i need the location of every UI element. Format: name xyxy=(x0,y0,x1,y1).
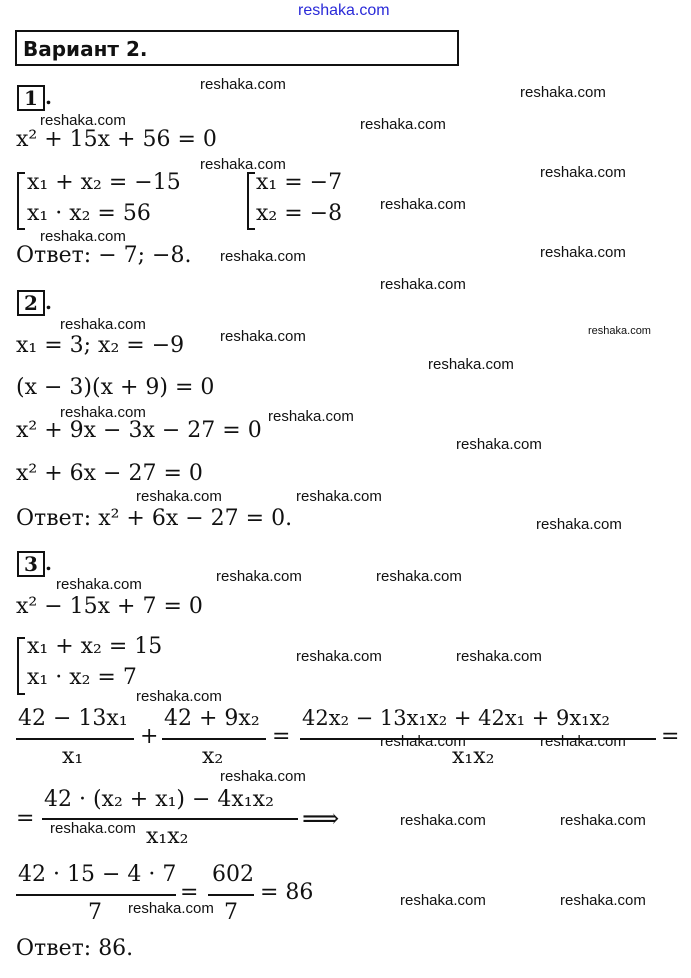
watermark: reshaka.com xyxy=(588,325,651,337)
watermark: reshaka.com xyxy=(560,892,646,909)
result-value: = 86 xyxy=(260,880,314,905)
watermark: reshaka.com xyxy=(200,76,286,93)
task-3-equation: x² − 15x + 7 = 0 xyxy=(16,594,203,619)
watermark: reshaka.com xyxy=(216,568,302,585)
variant-title-box xyxy=(15,30,459,66)
plus-sign: + xyxy=(140,724,159,749)
equals-sign-4: = xyxy=(180,880,199,905)
fraction-2-numerator: 42 + 9x₂ xyxy=(164,706,260,731)
watermark: reshaka.com xyxy=(220,328,306,345)
watermark: reshaka.com xyxy=(268,408,354,425)
task-1-dot: . xyxy=(45,85,52,109)
fraction-4-numerator: 42 · (x₂ + x₁) − 4x₁x₂ xyxy=(44,787,274,812)
task-1-system-right-line-2: x₂ = −8 xyxy=(256,201,343,226)
watermark: reshaka.com xyxy=(540,244,626,261)
watermark: reshaka.com xyxy=(40,228,126,245)
watermark: reshaka.com xyxy=(128,900,214,917)
task-2-number: 2 xyxy=(17,290,45,316)
task-3-answer: Ответ: 86. xyxy=(16,936,134,961)
fraction-4-denominator: x₁x₂ xyxy=(146,824,189,849)
watermark: reshaka.com xyxy=(456,648,542,665)
fraction-2-denominator: x₂ xyxy=(202,744,224,769)
watermark: reshaka.com xyxy=(200,156,286,173)
task-1-system-bracket-right xyxy=(247,172,255,230)
task-1-equation: x² + 15x + 56 = 0 xyxy=(16,127,217,152)
watermark: reshaka.com xyxy=(520,84,606,101)
task-3-system-bracket xyxy=(17,637,25,695)
fraction-1-denominator: x₁ xyxy=(62,744,84,769)
watermark: reshaka.com xyxy=(56,576,142,593)
watermark: reshaka.com xyxy=(136,688,222,705)
task-1-system-left-line-2: x₁ · x₂ = 56 xyxy=(27,201,151,226)
watermark: reshaka.com xyxy=(220,248,306,265)
watermark: reshaka.com xyxy=(380,276,466,293)
variant-title: Вариант 2. xyxy=(23,37,148,61)
implies-arrow: ⟹ xyxy=(302,804,340,834)
watermark-top: reshaka.com xyxy=(298,2,390,19)
watermark: reshaka.com xyxy=(50,820,136,837)
watermark: reshaka.com xyxy=(380,196,466,213)
watermark: reshaka.com xyxy=(380,733,466,750)
watermark: reshaka.com xyxy=(400,812,486,829)
task-3-number: 3 xyxy=(17,551,45,577)
watermark: reshaka.com xyxy=(220,768,306,785)
task-2-step-3: x² + 6x − 27 = 0 xyxy=(16,461,203,486)
watermark: reshaka.com xyxy=(536,516,622,533)
watermark: reshaka.com xyxy=(560,812,646,829)
watermark: reshaka.com xyxy=(360,116,446,133)
fraction-1-numerator: 42 − 13x₁ xyxy=(18,706,128,731)
fraction-6-denominator: 7 xyxy=(224,900,238,925)
task-2-step-1: (x − 3)(x + 9) = 0 xyxy=(16,375,215,400)
task-1-answer: Ответ: − 7; −8. xyxy=(16,243,192,268)
fraction-2-bar xyxy=(162,738,266,740)
watermark: reshaka.com xyxy=(296,488,382,505)
watermark: reshaka.com xyxy=(540,164,626,181)
task-2-roots: x₁ = 3; x₂ = −9 xyxy=(16,333,185,358)
equals-sign-1: = xyxy=(272,724,291,749)
watermark: reshaka.com xyxy=(376,568,462,585)
task-2-dot: . xyxy=(45,290,52,314)
task-2-step-2: x² + 9x − 3x − 27 = 0 xyxy=(16,418,262,443)
watermark: reshaka.com xyxy=(540,733,626,750)
task-1-system-left-line-1: x₁ + x₂ = −15 xyxy=(27,170,181,195)
fraction-3-denominator: x₁x₂ xyxy=(452,744,495,769)
task-3-dot: . xyxy=(45,551,52,575)
fraction-6-bar xyxy=(208,894,254,896)
task-3-system-line-2: x₁ · x₂ = 7 xyxy=(27,665,137,690)
task-3-system-line-1: x₁ + x₂ = 15 xyxy=(27,634,163,659)
watermark: reshaka.com xyxy=(60,404,146,421)
task-1-number: 1 xyxy=(17,85,45,111)
fraction-3-numerator: 42x₂ − 13x₁x₂ + 42x₁ + 9x₁x₂ xyxy=(302,706,610,730)
fraction-5-numerator: 42 · 15 − 4 · 7 xyxy=(18,862,177,887)
equals-sign-2: = xyxy=(661,724,680,749)
task-1-system-bracket-left xyxy=(17,172,25,230)
watermark: reshaka.com xyxy=(296,648,382,665)
watermark: reshaka.com xyxy=(60,316,146,333)
fraction-1-bar xyxy=(16,738,134,740)
task-1-system-right-line-1: x₁ = −7 xyxy=(256,170,343,195)
equals-sign-3: = xyxy=(16,806,35,831)
fraction-5-bar xyxy=(16,894,176,896)
watermark: reshaka.com xyxy=(40,112,126,129)
watermark: reshaka.com xyxy=(400,892,486,909)
watermark: reshaka.com xyxy=(456,436,542,453)
fraction-5-denominator: 7 xyxy=(88,900,102,925)
task-2-answer: Ответ: x² + 6x − 27 = 0. xyxy=(16,506,293,531)
watermark: reshaka.com xyxy=(428,356,514,373)
watermark: reshaka.com xyxy=(136,488,222,505)
fraction-6-numerator: 602 xyxy=(212,862,254,887)
